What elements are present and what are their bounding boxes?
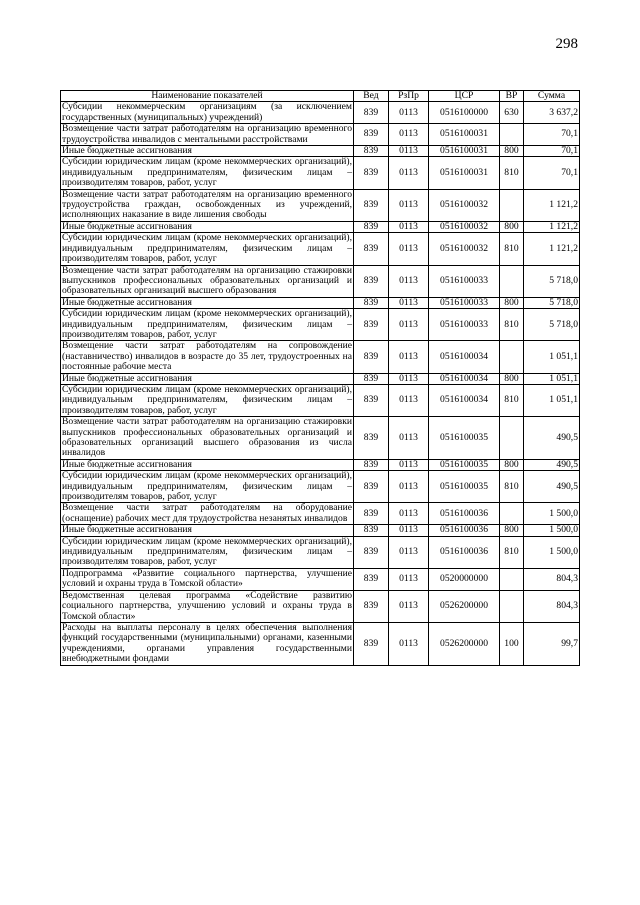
row-ved: 839 [354, 189, 389, 221]
row-csr: 0520000000 [429, 568, 500, 590]
row-csr: 0526200000 [429, 622, 500, 665]
header-row [61, 91, 580, 102]
row-csr: 0516100035 [429, 417, 500, 460]
row-ved: 839 [354, 536, 389, 568]
row-vr: 810 [500, 384, 524, 416]
table-row [61, 622, 580, 665]
row-vr: 810 [500, 471, 524, 503]
row-ved: 839 [354, 221, 389, 232]
row-sum: 804,3 [524, 590, 580, 622]
row-csr: 0516100031 [429, 124, 500, 146]
row-sum: 70,1 [524, 146, 580, 157]
row-name: Субсидии юридическим лицам (кроме некоммерческих организаций), индивидуальным предпринимателям, физическим лицам – производителям товаров, работ, услуг [62, 535, 352, 568]
table-row [61, 146, 580, 157]
row-rzpr: 0113 [389, 373, 429, 384]
row-sum: 804,3 [524, 568, 580, 590]
table-row [61, 417, 580, 460]
row-ved: 839 [354, 459, 389, 470]
row-sum: 1 500,0 [524, 525, 580, 536]
row-ved: 839 [354, 622, 389, 665]
row-ved: 839 [354, 309, 389, 341]
row-rzpr: 0113 [389, 146, 429, 157]
row-rzpr: 0113 [389, 417, 429, 460]
row-vr [500, 124, 524, 146]
row-name: Субсидии некоммерческим организациям (за исключением государственных (муниципальных) учреждений) [62, 101, 352, 123]
table-row [61, 373, 580, 384]
row-rzpr: 0113 [389, 536, 429, 568]
header-sum: Сумма [524, 91, 580, 102]
row-csr: 0516100034 [429, 384, 500, 416]
row-rzpr: 0113 [389, 265, 429, 297]
row-vr: 810 [500, 536, 524, 568]
row-name: Субсидии юридическим лицам (кроме некоммерческих организаций), индивидуальным предпринимателям, физическим лицам – производителям товаров, работ, услуг [62, 383, 352, 416]
row-rzpr: 0113 [389, 124, 429, 146]
row-sum: 5 718,0 [524, 265, 580, 297]
row-ved: 839 [354, 525, 389, 536]
row-rzpr: 0113 [389, 341, 429, 373]
row-csr: 0516100031 [429, 157, 500, 189]
row-csr: 0516100000 [429, 102, 500, 124]
table-row [61, 221, 580, 232]
row-rzpr: 0113 [389, 384, 429, 416]
row-sum: 490,5 [524, 471, 580, 503]
row-csr: 0516100035 [429, 471, 500, 503]
row-vr [500, 503, 524, 525]
row-vr: 810 [500, 309, 524, 341]
row-sum: 1 500,0 [524, 536, 580, 568]
row-name: Иные бюджетные ассигнования [61, 459, 354, 470]
row-rzpr: 0113 [389, 568, 429, 590]
row-csr: 0516100032 [429, 221, 500, 232]
row-vr: 100 [500, 622, 524, 665]
row-ved: 839 [354, 157, 389, 189]
row-ved: 839 [354, 297, 389, 308]
row-rzpr: 0113 [389, 102, 429, 124]
row-ved: 839 [354, 265, 389, 297]
row-csr: 0516100035 [429, 459, 500, 470]
row-sum: 490,5 [524, 459, 580, 470]
row-sum: 1 121,2 [524, 189, 580, 221]
page-number: 298 [555, 36, 578, 52]
row-vr: 810 [500, 157, 524, 189]
row-csr: 0516100034 [429, 373, 500, 384]
row-vr: 800 [500, 146, 524, 157]
row-ved: 839 [354, 417, 389, 460]
row-sum: 490,5 [524, 417, 580, 460]
table-row [61, 384, 580, 416]
row-rzpr: 0113 [389, 221, 429, 232]
table-row [61, 503, 580, 525]
row-sum: 1 121,2 [524, 221, 580, 232]
table-row [61, 102, 580, 124]
table-row [61, 536, 580, 568]
row-rzpr: 0113 [389, 233, 429, 265]
row-rzpr: 0113 [389, 297, 429, 308]
row-name: Возмещение части затрат работодателям на сопровождение (наставничество) инвалидов в возрасте до 35 лет, трудоустроенных на постоянные рабочие места [62, 340, 352, 373]
row-sum: 70,1 [524, 157, 580, 189]
row-name: Возмещение части затрат работодателям на оборудование (оснащение) рабочих мест для трудоустройства незанятых инвалидов [62, 502, 352, 524]
row-name: Возмещение части затрат работодателям на организацию стажировки выпускников профессиональных образовательных организаций и образовательных организаций высшего образования из числа инвалидов [62, 416, 352, 459]
row-ved: 839 [354, 373, 389, 384]
row-vr [500, 189, 524, 221]
row-csr: 0516100033 [429, 265, 500, 297]
row-name: Иные бюджетные ассигнования [61, 146, 354, 157]
row-sum: 1 051,1 [524, 384, 580, 416]
table-row [61, 471, 580, 503]
row-name: Расходы на выплаты персоналу в целях обеспечения выполнения функций государственными (муниципальными) органами, казенными учреждениями, органами управления государственными внебюджетными фондами [62, 621, 352, 665]
row-ved: 839 [354, 102, 389, 124]
row-rzpr: 0113 [389, 503, 429, 525]
row-sum: 70,1 [524, 124, 580, 146]
row-ved: 839 [354, 503, 389, 525]
header-rzpr: РзПр [389, 91, 429, 102]
row-ved: 839 [354, 384, 389, 416]
row-name: Подпрограмма «Развитие социального партнерства, улучшение условий и охраны труда в Томской области» [62, 567, 352, 590]
row-vr [500, 265, 524, 297]
row-name: Иные бюджетные ассигнования [61, 221, 354, 232]
row-sum: 5 718,0 [524, 297, 580, 308]
row-rzpr: 0113 [389, 459, 429, 470]
table-row [61, 297, 580, 308]
row-name: Иные бюджетные ассигнования [61, 297, 354, 308]
row-ved: 839 [354, 233, 389, 265]
row-vr: 800 [500, 297, 524, 308]
row-rzpr: 0113 [389, 157, 429, 189]
row-csr: 0516100033 [429, 309, 500, 341]
row-vr [500, 568, 524, 590]
row-rzpr: 0113 [389, 525, 429, 536]
row-csr: 0516100033 [429, 297, 500, 308]
row-name: Субсидии юридическим лицам (кроме некоммерческих организаций), индивидуальным предпринимателям, физическим лицам – производителям товаров, работ, услуг [62, 232, 352, 265]
row-csr: 0516100036 [429, 536, 500, 568]
header-name: Наименование показателей [61, 91, 354, 102]
row-csr: 0516100034 [429, 341, 500, 373]
row-name: Возмещение части затрат работодателям на организацию временного трудоустройства граждан, освобожденных из учреждений, исполняющих наказание в виде лишения свободы [62, 188, 352, 221]
row-ved: 839 [354, 471, 389, 503]
row-rzpr: 0113 [389, 590, 429, 622]
row-name: Иные бюджетные ассигнования [61, 373, 354, 384]
row-name: Возмещение части затрат работодателям на организацию стажировки выпускников профессиональных образовательных организаций и образовательных организаций высшего образования [62, 264, 352, 297]
table-row [61, 590, 580, 622]
table-body [61, 102, 580, 665]
row-name: Субсидии юридическим лицам (кроме некоммерческих организаций), индивидуальным предпринимателям, физическим лицам – производителям товаров, работ, услуг [62, 470, 352, 503]
row-sum: 1 051,1 [524, 373, 580, 384]
table-header [61, 91, 580, 102]
table-row [61, 189, 580, 221]
row-ved: 839 [354, 146, 389, 157]
table-row [61, 265, 580, 297]
row-name: Возмещение части затрат работодателям на организацию временного трудоустройства инвалидов с ментальными расстройствами [62, 123, 352, 145]
row-sum: 99,7 [524, 622, 580, 665]
row-name: Субсидии юридическим лицам (кроме некоммерческих организаций), индивидуальным предпринимателям, физическим лицам – производителям товаров, работ, услуг [62, 308, 352, 340]
row-ved: 839 [354, 590, 389, 622]
row-vr: 630 [500, 102, 524, 124]
row-name: Иные бюджетные ассигнования [61, 525, 354, 536]
row-ved: 839 [354, 124, 389, 146]
table-row [61, 341, 580, 373]
row-name: Субсидии юридическим лицам (кроме некоммерческих организаций), индивидуальным предпринимателям, физическим лицам – производителям товаров, работ, услуг [62, 156, 352, 189]
row-csr: 0516100036 [429, 503, 500, 525]
row-sum: 1 500,0 [524, 503, 580, 525]
row-name: Ведомственная целевая программа «Содействие развитию социального партнерства, улучшению условий и охраны труда в Томской области» [62, 589, 352, 622]
table-row [61, 459, 580, 470]
row-vr: 800 [500, 373, 524, 384]
row-sum: 5 718,0 [524, 309, 580, 341]
table-row [61, 309, 580, 341]
row-vr [500, 417, 524, 460]
row-vr [500, 590, 524, 622]
row-csr: 0516100032 [429, 189, 500, 221]
row-sum: 1 121,2 [524, 233, 580, 265]
row-rzpr: 0113 [389, 309, 429, 341]
header-ved: Вед [354, 91, 389, 102]
row-csr: 0526200000 [429, 590, 500, 622]
row-vr: 810 [500, 233, 524, 265]
row-sum: 3 637,2 [524, 102, 580, 124]
table-row [61, 233, 580, 265]
row-vr [500, 341, 524, 373]
row-sum: 1 051,1 [524, 341, 580, 373]
row-vr: 800 [500, 221, 524, 232]
row-ved: 839 [354, 568, 389, 590]
table-row [61, 525, 580, 536]
row-rzpr: 0113 [389, 471, 429, 503]
budget-table [60, 90, 580, 666]
row-vr: 800 [500, 525, 524, 536]
row-csr: 0516100036 [429, 525, 500, 536]
row-ved: 839 [354, 341, 389, 373]
table-row [61, 568, 580, 590]
row-csr: 0516100032 [429, 233, 500, 265]
table-row [61, 124, 580, 146]
table-row [61, 157, 580, 189]
header-vr: ВР [500, 91, 524, 102]
row-vr: 800 [500, 459, 524, 470]
header-csr: ЦСР [429, 91, 500, 102]
row-csr: 0516100031 [429, 146, 500, 157]
row-rzpr: 0113 [389, 622, 429, 665]
row-rzpr: 0113 [389, 189, 429, 221]
